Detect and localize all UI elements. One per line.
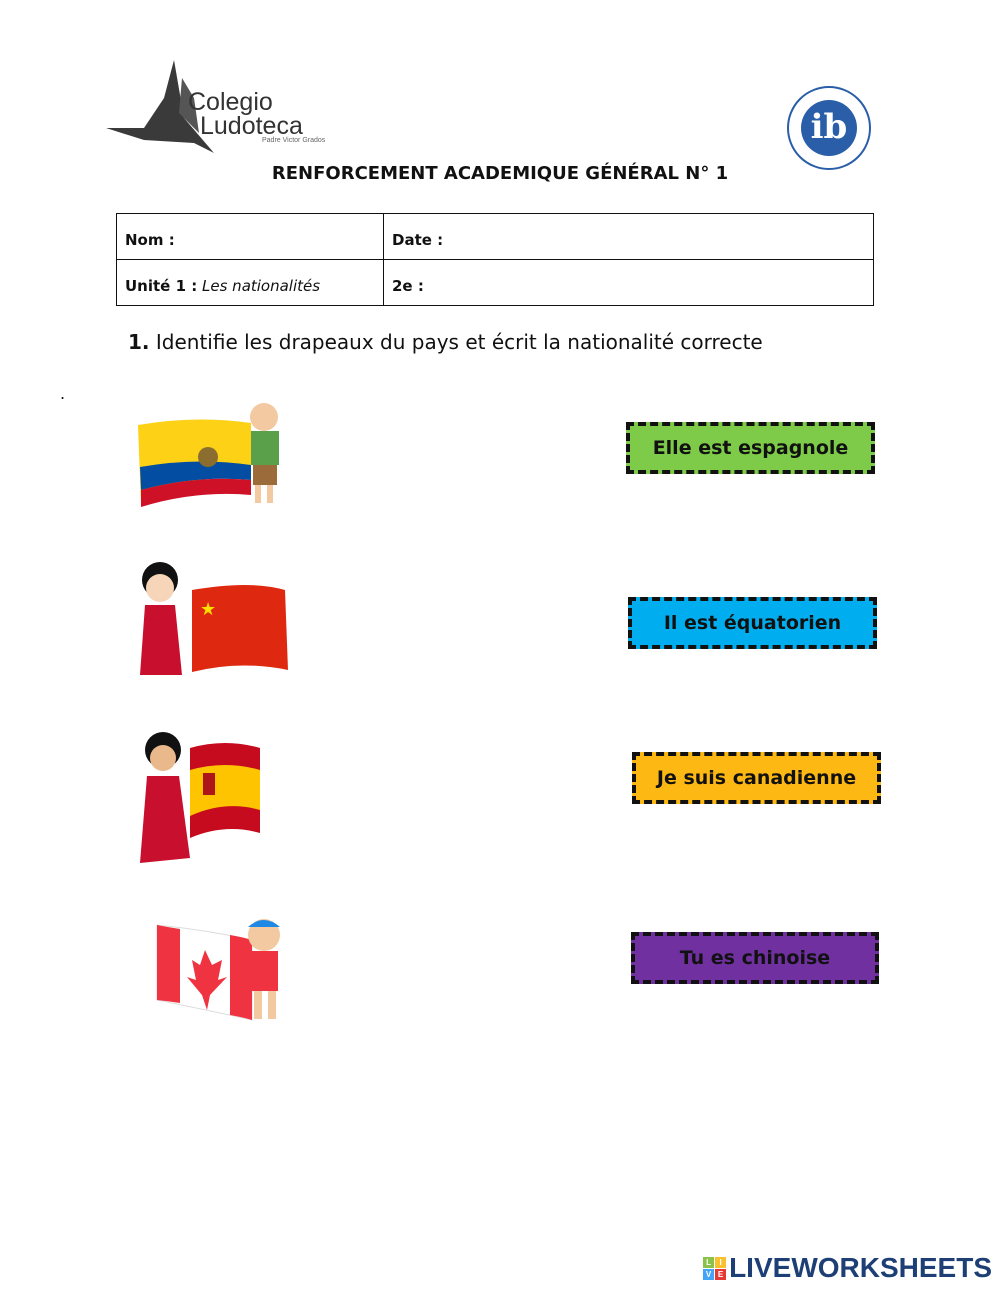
answer-card-equatorien[interactable]: Il est équatorien bbox=[628, 597, 877, 649]
instruction-text: Identifie les drapeaux du pays et écrit la nationalité correcte bbox=[155, 330, 763, 354]
answer-card-canadienne[interactable]: Je suis canadienne bbox=[632, 752, 881, 804]
logo-subtext: Padre Victor Grados bbox=[262, 137, 326, 144]
badge-letter: I bbox=[715, 1257, 726, 1268]
grade-label: 2e : bbox=[392, 276, 424, 295]
badge-letter: V bbox=[703, 1269, 714, 1280]
ib-logo: ib bbox=[787, 86, 871, 170]
ecuador-flag-image[interactable] bbox=[136, 395, 286, 510]
badge-letter: L bbox=[703, 1257, 714, 1268]
stray-dot: . bbox=[60, 384, 66, 403]
instruction bbox=[128, 330, 763, 354]
svg-text:★: ★ bbox=[200, 599, 217, 620]
liveworksheets-logo bbox=[703, 1252, 992, 1284]
answer-card-espagnole[interactable]: Elle est espagnole bbox=[626, 422, 875, 474]
badge-letter: E bbox=[715, 1269, 726, 1280]
logo-text: Colegio bbox=[188, 88, 273, 116]
brand-text: LIVEWORKSHEETS bbox=[729, 1252, 992, 1283]
answer-card-chinoise[interactable]: Tu es chinoise bbox=[631, 932, 879, 984]
question-number: 1. bbox=[128, 330, 150, 354]
live-badge-icon bbox=[703, 1257, 726, 1280]
spain-flag-image[interactable] bbox=[135, 728, 265, 868]
logo-text: Ludoteca bbox=[200, 112, 303, 140]
info-table bbox=[116, 213, 874, 306]
date-label: Date : bbox=[392, 230, 444, 249]
unit-value: Les nationalités bbox=[202, 276, 321, 295]
canada-flag-image[interactable] bbox=[152, 915, 292, 1030]
china-flag-image[interactable] bbox=[130, 560, 290, 685]
unit-label: Unité 1 : bbox=[125, 276, 198, 295]
page-title: RENFORCEMENT ACADEMIQUE GÉNÉRAL N° 1 bbox=[271, 163, 729, 184]
nom-label: Nom : bbox=[125, 230, 175, 249]
